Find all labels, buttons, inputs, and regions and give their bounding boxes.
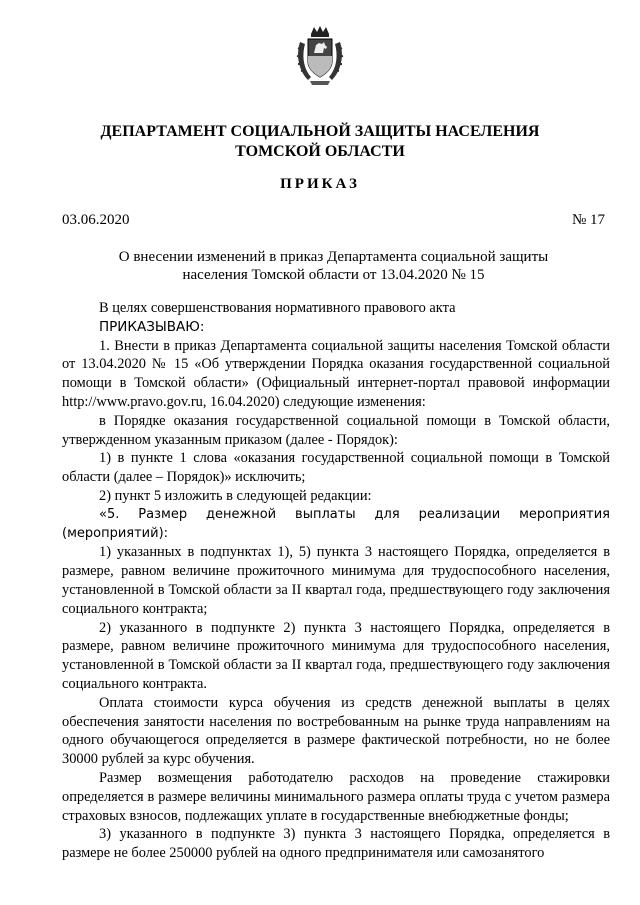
body-paragraph: Оплата стоимости курса обучения из средств денежной выплаты в целях обеспечения занятости населения по востребованным на рынке труда направлениям на одного обучающегося определяется в размере фактической потребности, но не более 30000 рублей за курс обучения. xyxy=(62,694,610,768)
document-number: № 17 xyxy=(571,212,605,228)
body-paragraph: 1) в пункте 1 слова «оказания государственной социальной помощи в Томской области (далее – Порядок)» исключить; xyxy=(62,450,610,486)
subject-line-2: населения Томской области от 13.04.2020 № 15 xyxy=(182,267,485,283)
body-paragraph: 1. Внести в приказ Департамента социальной защиты населения Томской области от 13.04.2020 № 15 «Об утверждении Порядка оказания государственной социальной помощи в Томской области» (Официальный интернет-портал правовой информации http://www.pravo.gov.ru, 16.04.2020) следующие изменения: xyxy=(62,337,610,410)
order-word: ПРИКАЗЫВАЮ: xyxy=(99,318,205,335)
department-name xyxy=(40,122,600,162)
document-date: 03.06.2020 xyxy=(62,212,130,228)
body-paragraph: 1) указанных в подпунктах 1), 5) пункта 3 настоящего Порядка, определяется в размере, равном величине прожиточного минимума для трудоспособного населения, установленной в Томской области за II квартал года, предшествующего году заключения социального контракта; xyxy=(62,544,610,617)
document-type: ПРИКАЗ xyxy=(280,176,360,192)
preamble-paragraph: В целях совершенствования нормативного правового акта xyxy=(99,300,456,316)
body-paragraph: 2) указанного в подпункте 2) пункта 3 настоящего Порядка, определяется в размере, равном величине прожиточного минимума для трудоспособного населения, установленной в Томской области за II квартал года, предшествующего году заключения социального контракта. xyxy=(62,619,610,692)
document-subject xyxy=(62,248,605,284)
subject-line-1: О внесении изменений в приказ Департамента социальной защиты xyxy=(118,249,549,265)
body-paragraph: в Порядке оказания государственной социальной помощи в Томской области, утвержденном указанным приказом (далее - Порядок): xyxy=(62,412,610,448)
body-paragraph: 3) указанного в подпункте 3) пункта 3 настоящего Порядка, определяется в размере не более 250000 рублей на одного предпринимателя или самозанятого xyxy=(62,826,610,862)
coat-of-arms-icon xyxy=(294,24,346,88)
body-paragraph: «5. Размер денежной выплаты для реализации мероприятия (мероприятий): xyxy=(62,506,610,541)
department-name-line-1: ДЕПАРТАМЕНТ СОЦИАЛЬНОЙ ЗАЩИТЫ НАСЕЛЕНИЯ xyxy=(100,123,540,140)
department-name-line-2: ТОМСКОЙ ОБЛАСТИ xyxy=(235,143,405,160)
document-body xyxy=(62,299,610,863)
body-paragraph: 2) пункт 5 изложить в следующей редакции: xyxy=(99,487,372,504)
body-paragraph: Размер возмещения работодателю расходов на проведение стажировки определяется в размере величины минимального размера оплаты труда с учетом размера страховых взносов, подлежащих уплате в государственные внебюджетные фонды; xyxy=(62,769,610,824)
